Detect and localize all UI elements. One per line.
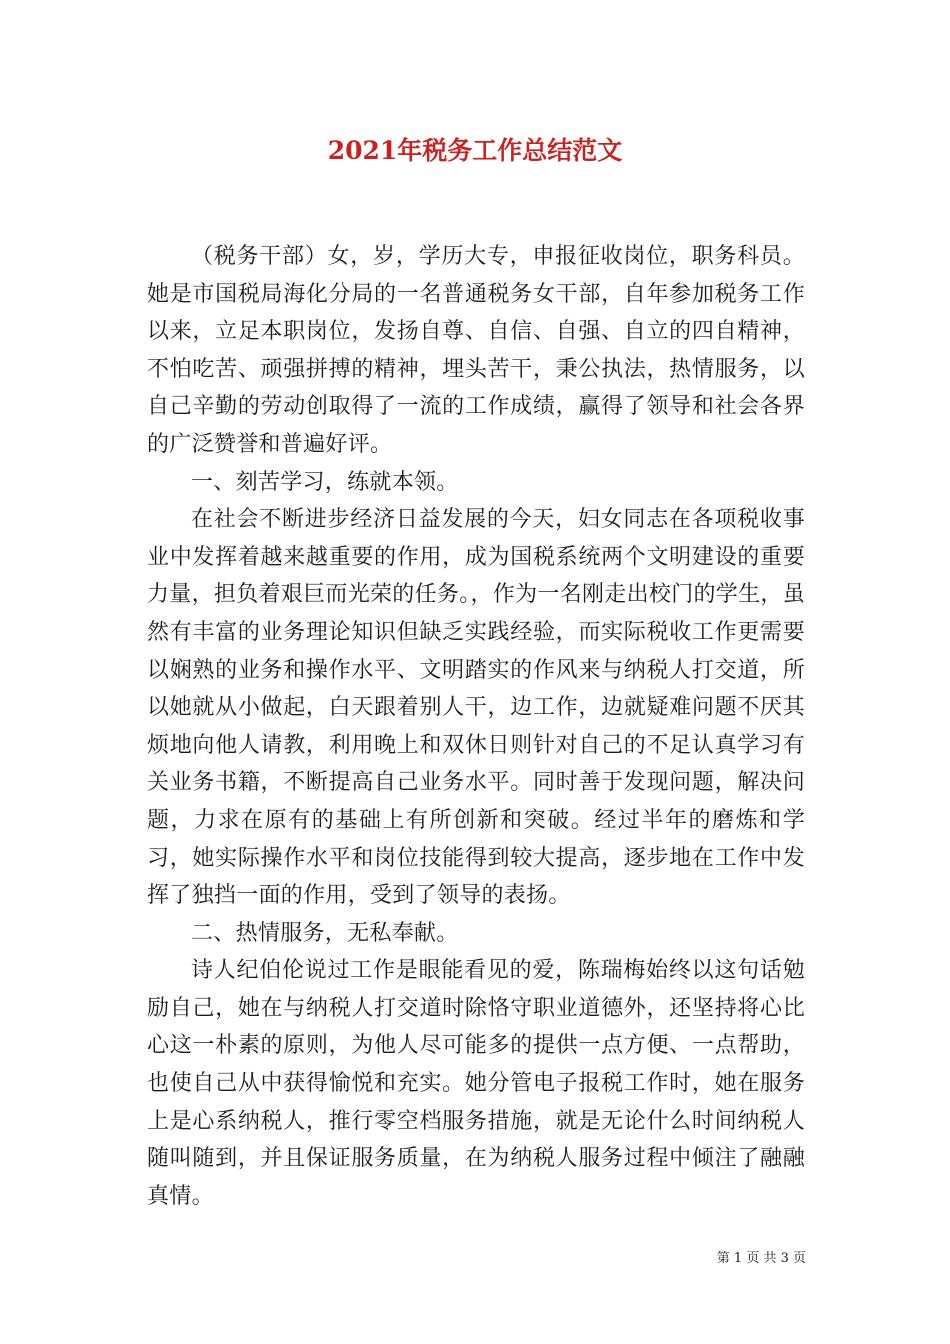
page-number-footer: 第 1 页 共 3 页 [716,1251,806,1266]
section-heading-2: 二、热情服务，无私奉献。 [191,920,459,946]
paragraph-section-1: 在社会不断进步经济日益发展的今天，妇女同志在各项税收事业中发挥着越来越重要的作用，成为国税系统两个文明建设的重要力量，担负着艰巨而光荣的任务。，作为一名刚走出校门的学生，虽然有丰富的业务理论知识但缺乏实践经验，而实际税收工作更需要以娴熟的业务和操作水平、文明踏实的作风来与纳税人打交道，所以她就从小做起，白天跟着别人干，边工作，边就疑难问题不厌其烦地向他人请教，利用晚上和双休日则针对自己的不足认真学习有关业务书籍，不断提高自己业务水平。同时善于发现问题，解决问题，力求在原有的基础上有所创新和突破。经过半年的磨炼和学习，她实际操作水平和岗位技能得到较大提高，逐步地在工作中发挥了独挡一面的作用，受到了领导的表扬。 [147,507,806,909]
paragraph-intro: （税务干部）女，岁，学历大专，申报征收岗位，职务科员。她是市国税局海化分局的一名普通税务女干部，自年参加税务工作以来，立足本职岗位，发扬自尊、自信、自强、自立的四自精神，不怕吃苦、顽强拼搏的精神，埋头苦干，秉公执法，热情服务，以自己辛勤的劳动创取得了一流的工作成绩，赢得了领导和社会各界的广泛赞誉和普遍好评。 [147,244,805,457]
section-heading-1: 一、刻苦学习，练就本领。 [191,469,459,495]
document-body [147,238,805,1215]
paragraph-section-2: 诗人纪伯伦说过工作是眼能看见的爱，陈瑞梅始终以这句话勉励自己，她在与纳税人打交道时除恪守职业道德外，还坚持将心比心这一朴素的原则，为他人尽可能多的提供一点方便、一点帮助，也使自己从中获得愉悦和充实。她分管电子报税工作时，她在服务上是心系纳税人，推行零空档服务措施，就是无论什么时间纳税人随叫随到，并且保证服务质量，在为纳税人服务过程中倾注了融融真情。 [147,958,805,1209]
document-title: 2021年税务工作总结范文 [327,136,623,165]
